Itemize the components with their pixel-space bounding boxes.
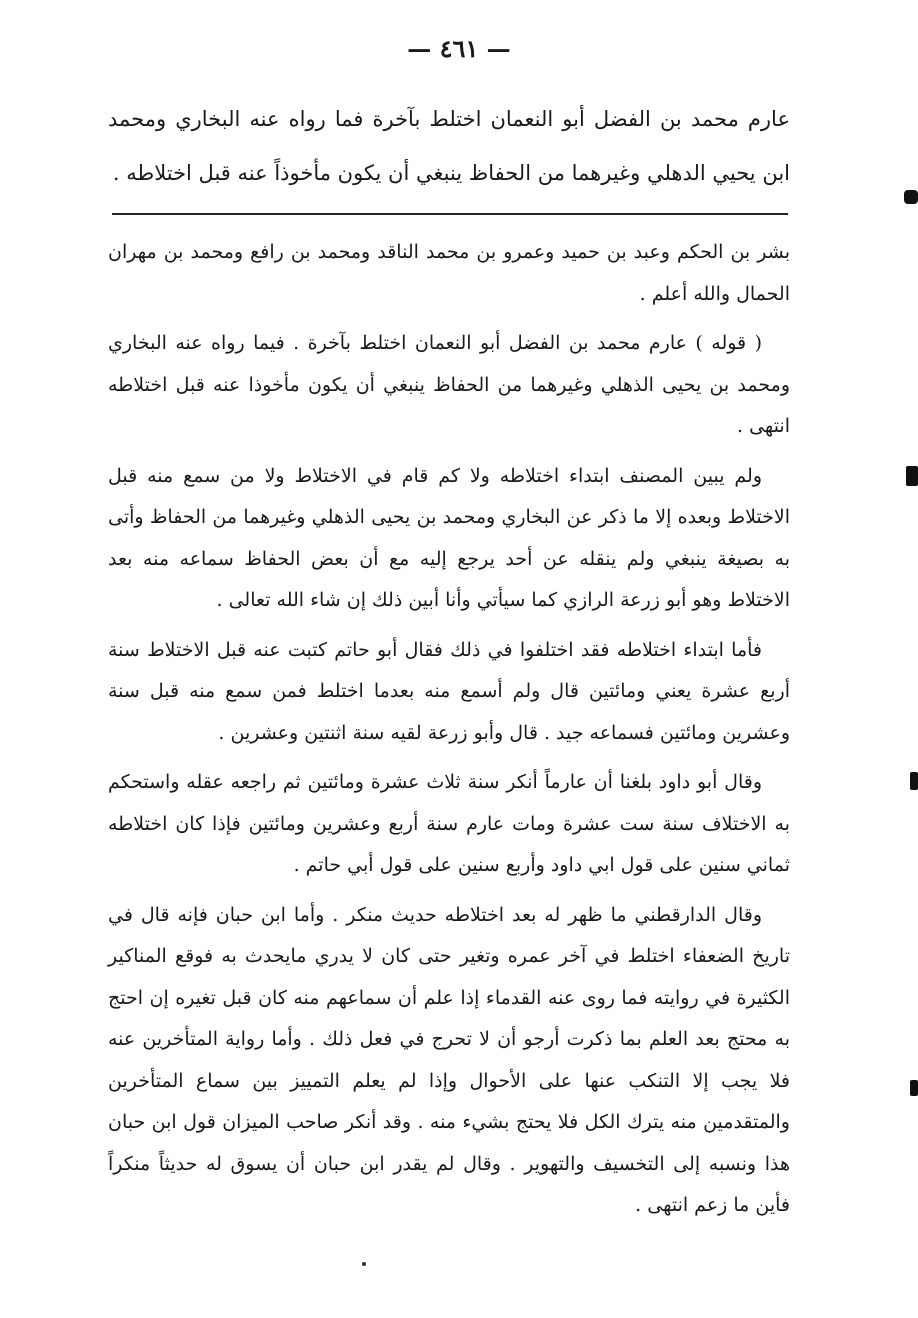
- edge-mark-1: [904, 190, 918, 204]
- edge-mark-2: [906, 466, 918, 486]
- main-text: عارم محمد بن الفضل أبو النعمان اختلط بآخرة فما رواه عنه البخاري ومحمد ابن يحيي الدهلي وغيرهما من الحفاظ ينبغي أن يكون مأخوذاً عنه قبل اختلاطه .: [108, 107, 790, 185]
- commentary-paragraph-2: ( قوله ) عارم محمد بن الفضل أبو النعمان اختلط بآخرة . فيما رواه عنه البخاري ومحمد بن يحيى الذهلي وغيرهما من الحفاظ ينبغي أن يكون مأخوذا عنه قبل اختلاطه انتهى .: [108, 332, 790, 437]
- page-number: — ٤٦١ —: [407, 34, 511, 63]
- commentary-paragraph-6: وقال الدارقطني ما ظهر له بعد اختلاطه حديث منكر . وأما ابن حبان فإنه قال في تاريخ الضعفاء اختلط في آخر عمره وتغير حتى كان لا يدري مايحدث به فوقع المناكير الكثيرة في روايته فما روى عنه القدماء إذا علم أن سماعهم منه كان قبل تغيره إن احتج به محتج بعد العلم بما ذكرت أرجو أن لا تحرج في فعل ذلك . وأما رواية المتأخرين عنه فلا يجب إلا التنكب عنها على الأحوال وإذا لم يعلم التمييز بين سماع المتأخرين والمتقدمين منه يترك الكل فلا يحتج بشيء منه . وقد أنكر صاحب الميزان قول ابن حبان هذا ونسبه إلى التخسيف والتهوير . وقال لم يقدر ابن حبان أن يسوق له حديثاً منكراً فأين ما زعم انتهى .: [108, 903, 790, 1216]
- commentary-paragraph-4: فأما ابتداء اختلاطه فقد اختلفوا في ذلك فقال أبو حاتم كتبت عنه قبل الاختلاط سنة أربع عشرة يعني ومائتين قال ولم أسمع منه بعدما اختلط فمن سمع منه قبل سنة وعشرين ومائتين فسماعه جيد . قال وأبو زرعة لقيه سنة اثنتين وعشرين .: [108, 638, 790, 744]
- commentary: [108, 232, 790, 1235]
- stray-dot: [362, 1262, 366, 1266]
- edge-mark-3: [910, 772, 918, 790]
- commentary-paragraph-1: بشر بن الحكم وعبد بن حميد وعمرو بن محمد الناقد ومحمد بن رافع ومحمد بن مهران الحمال والله أعلم .: [108, 241, 790, 305]
- commentary-paragraph-5: وقال أبو داود بلغنا أن عارماً أنكر سنة ثلاث عشرة ومائتين ثم راجعه عقله واستحكم به الاختلاف سنة ست عشرة ومات عارم سنة أربع وعشرين ومائتين فإذا كان اختلاطه ثماني سنين على قول ابي داود وأربع سنين على قول أبي حاتم .: [108, 771, 790, 876]
- commentary-paragraph-3: ولم يبين المصنف ابتداء اختلاطه ولا كم قام في الاختلاط ولا من سمع منه قبل الاختلاط وبعده إلا ما ذكر عن البخاري ومحمد بن يحيى الذهلي وغيرهما من الحفاظ وأتى به بصيغة ينبغي ولم ينقله عن أحد يرجع إليه مع أن بعض الحفاظ سماعه منه بعد الاختلاط وهو أبو زرعة الرازي كما سيأتي وأنا أبين ذلك إن شاء الله تعالى .: [108, 464, 790, 611]
- section-divider: [112, 213, 788, 215]
- edge-mark-4: [910, 1080, 918, 1096]
